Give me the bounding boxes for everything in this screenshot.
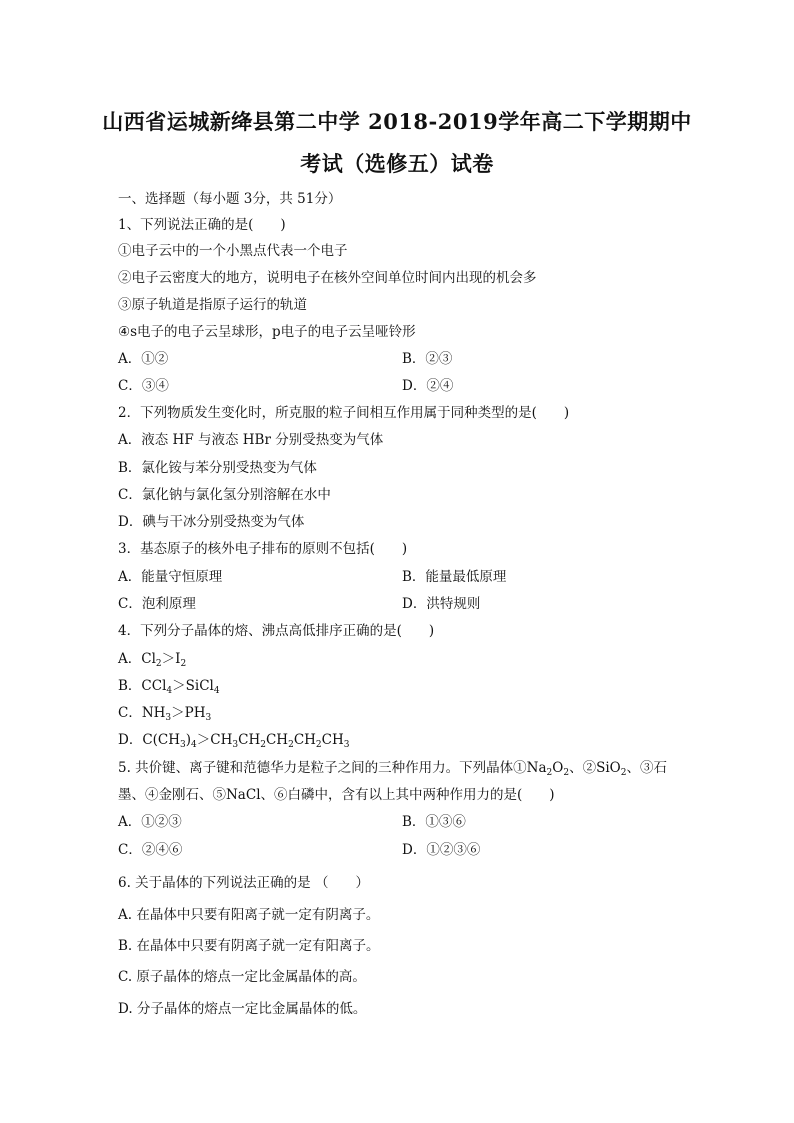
q1-stem: 1、下列说法正确的是( ) [118,217,286,233]
q6-option-d: D. 分子晶体的熔点一定比金属晶体的低。 [118,1001,367,1017]
q3-option-c: C．泡利原理 [118,596,196,612]
q2-stem: 2．下列物质发生变化时，所克服的粒子间相互作用属于同种类型的是( ) [118,405,570,421]
q1-statement-1: ①电子云中的一个小黑点代表一个电子 [118,243,348,259]
q1-statement-3: ③原子轨道是指原子运行的轨道 [118,297,307,313]
q1-option-b: B．②③ [402,351,453,367]
q1-option-c: C．③④ [118,378,169,394]
q4-stem: 4．下列分子晶体的熔、沸点高低排序正确的是( ) [118,623,435,639]
q4-option-b: B．CCl$_4$＞SiCl$_4$ [118,678,220,696]
q1-statement-4: ④s电子的电子云呈球形，p电子的电子云呈哑铃形 [118,324,416,340]
q6-option-a: A. 在晶体中只要有阳离子就一定有阴离子。 [118,907,380,923]
q5-option-a: A．①②③ [118,814,182,830]
q5-option-d: D．①②③⑥ [402,842,481,858]
q3-stem: 3．基态原子的核外电子排布的原则不包括( ) [118,541,408,557]
q5-option-b: B．①③⑥ [402,814,466,830]
exam-title-line1: 山西省运城新绛县第二中学 2018-2019学年高二下学期期中 [102,109,692,134]
q1-option-d: D．②④ [402,378,454,394]
q5-stem-line2: 墨、④金刚石、⑤NaCl、⑥白磷中，含有以上其中两种作用力的是( ) [118,787,555,803]
exam-title-line2: 考试（选修五）试卷 [300,151,494,176]
q1-option-a: A．①② [118,351,169,367]
q2-option-b: B．氯化铵与苯分别受热变为气体 [118,460,317,476]
q5-option-c: C．②④⑥ [118,842,183,858]
q3-option-d: D．洪特规则 [402,596,481,612]
q6-option-b: B. 在晶体中只要有阴离子就一定有阳离子。 [118,938,380,954]
q2-option-d: D．碘与干冰分别受热变为气体 [118,514,305,530]
q3-option-a: A．能量守恒原理 [118,569,223,585]
q4-option-a: A．$Cl_2>I_2$ [118,651,187,669]
q6-option-c: C. 原子晶体的熔点一定比金属晶体的高。 [118,969,366,985]
q2-option-c: C．氯化钠与氯化氢分别溶解在水中 [118,487,331,503]
section-heading: 一、选择题（每小题 3分，共 51分） [118,191,342,207]
q3-option-b: B．能量最低原理 [402,569,507,585]
q4-option-d: D．$C(CH_3)_4>CH_3CH_2CH_2CH_2CH_3$ [118,732,350,750]
q5-stem-line1: 5. 共价键、离子键和范德华力是粒子之间的三种作用力。下列晶体$①Na_2O_2$、②SiO$_2$、③石 [118,760,667,778]
q1-statement-2: ②电子云密度大的地方，说明电子在核外空间单位时间内出现的机会多 [118,270,537,286]
q6-stem: 6. 关于晶体的下列说法正确的是 （ ） [118,875,369,891]
q2-option-a: A．液态 HF 与液态 HBr 分别受热变为气体 [118,432,384,448]
q4-option-c: C．$NH_3>PH_3$ [118,705,212,723]
